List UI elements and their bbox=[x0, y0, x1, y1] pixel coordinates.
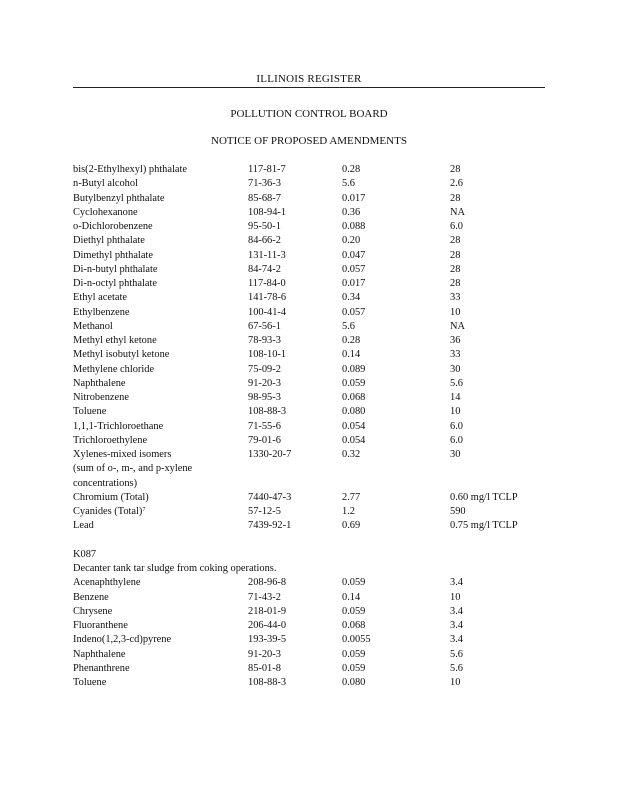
waste-code: K087 bbox=[73, 548, 97, 560]
nonwastewater-standard: 10 bbox=[450, 406, 461, 418]
cas-number: 84-74-2 bbox=[248, 263, 281, 275]
constituent-name: o-Dichlorobenzene bbox=[73, 221, 153, 232]
constituent-name: Toluene bbox=[73, 406, 107, 418]
constituent-name: Methyl isobutyl ketone bbox=[73, 349, 170, 361]
constituent-name: Naphthalene bbox=[73, 377, 126, 389]
nonwastewater-standard: 33 bbox=[450, 349, 461, 361]
cas-number: 91-20-3 bbox=[248, 648, 281, 660]
nonwastewater-standard: 590 bbox=[450, 506, 466, 517]
register-title: ILLINOIS REGISTER bbox=[256, 73, 362, 85]
xylene-note-line bbox=[73, 462, 553, 476]
cas-number: 71-43-2 bbox=[248, 591, 281, 603]
constituent-name: bis(2-Ethylhexyl) phthalate bbox=[73, 164, 187, 175]
table-row bbox=[73, 320, 553, 334]
constituent-name: Methanol bbox=[73, 320, 113, 332]
constituent-name: Di-n-octyl phthalate bbox=[73, 278, 157, 289]
wastewater-standard: 0.089 bbox=[342, 363, 366, 375]
notice-title: NOTICE OF PROPOSED AMENDMENTS bbox=[211, 135, 407, 147]
constituent-name: Acenaphthylene bbox=[73, 577, 141, 589]
metals-rows bbox=[73, 491, 553, 534]
cas-number: 95-50-1 bbox=[248, 221, 281, 232]
wastewater-standard: 0.20 bbox=[342, 235, 361, 247]
wastewater-standard: 1.2 bbox=[342, 506, 355, 517]
board-title: POLLUTION CONTROL BOARD bbox=[230, 108, 388, 120]
table-row bbox=[73, 648, 553, 662]
nonwastewater-standard: 28 bbox=[450, 235, 461, 247]
table-row bbox=[73, 220, 553, 234]
nonwastewater-standard: 28 bbox=[450, 249, 461, 261]
cas-number: 108-10-1 bbox=[248, 349, 287, 361]
table-row bbox=[73, 192, 553, 206]
table-row bbox=[73, 177, 553, 191]
table-row bbox=[73, 676, 553, 690]
wastewater-standard: 0.059 bbox=[342, 662, 366, 674]
table-row bbox=[73, 505, 553, 519]
cas-number: 67-56-1 bbox=[248, 320, 281, 332]
cas-number: 78-93-3 bbox=[248, 335, 281, 346]
wastewater-standard: 0.69 bbox=[342, 520, 361, 532]
constituent-name: Lead bbox=[73, 520, 94, 532]
wastewater-standard: 0.017 bbox=[342, 192, 366, 204]
constituent-name: Trichloroethylene bbox=[73, 434, 148, 446]
nonwastewater-standard: 5.6 bbox=[450, 377, 463, 389]
table-row bbox=[73, 377, 553, 391]
nonwastewater-standard: 3.4 bbox=[450, 577, 463, 589]
nonwastewater-standard: NA bbox=[450, 206, 466, 218]
constituent-name: Di-n-butyl phthalate bbox=[73, 263, 158, 275]
table-row bbox=[73, 662, 553, 676]
wastewater-standard: 0.14 bbox=[342, 591, 361, 603]
table-row bbox=[73, 348, 553, 362]
wastewater-standard: 0.0055 bbox=[342, 634, 371, 646]
wastewater-standard: 0.059 bbox=[342, 648, 366, 660]
cas-number: 117-81-7 bbox=[248, 164, 286, 175]
cas-number: 208-96-8 bbox=[248, 577, 287, 589]
nonwastewater-standard: 28 bbox=[450, 278, 461, 289]
nonwastewater-standard: 6.0 bbox=[450, 420, 463, 432]
constituent-name: Xylenes-mixed isomers bbox=[73, 449, 172, 460]
waste-description-line bbox=[73, 562, 553, 576]
constituent-name: Butylbenzyl phthalate bbox=[73, 192, 165, 204]
wastewater-standard: 0.057 bbox=[342, 306, 366, 318]
table-row bbox=[73, 576, 553, 590]
constituent-name: Benzene bbox=[73, 591, 109, 603]
cas-number: 75-09-2 bbox=[248, 363, 281, 375]
cas-number: 131-11-3 bbox=[248, 249, 286, 261]
constituent-name: Indeno(1,2,3-cd)pyrene bbox=[73, 634, 172, 646]
table-row bbox=[73, 633, 553, 647]
nonwastewater-standard: 0.60 mg/l TCLP bbox=[450, 491, 518, 503]
table-row bbox=[73, 306, 553, 320]
cas-number: 84-66-2 bbox=[248, 235, 281, 247]
cas-number: 57-12-5 bbox=[248, 506, 281, 517]
table-row bbox=[73, 263, 553, 277]
cas-number: 71-36-3 bbox=[248, 178, 281, 190]
cas-number: 7440-47-3 bbox=[248, 491, 292, 503]
wastewater-standard: 0.34 bbox=[342, 292, 361, 304]
wastewater-standard: 5.6 bbox=[342, 320, 355, 332]
nonwastewater-standard: 3.4 bbox=[450, 620, 463, 631]
wastewater-standard: 0.059 bbox=[342, 577, 366, 589]
cas-number: 1330-20-7 bbox=[248, 449, 292, 460]
constituent-name: Chromium (Total) bbox=[73, 491, 149, 503]
cas-number: 7439-92-1 bbox=[248, 520, 292, 532]
table-row bbox=[73, 519, 553, 533]
wastewater-standard: 0.068 bbox=[342, 620, 366, 631]
cas-number: 218-01-9 bbox=[248, 605, 287, 617]
wastewater-standard: 0.059 bbox=[342, 377, 366, 389]
nonwastewater-standard: 10 bbox=[450, 677, 461, 688]
table-row bbox=[73, 234, 553, 248]
cas-number: 141-78-6 bbox=[248, 292, 287, 304]
nonwastewater-standard: 3.4 bbox=[450, 634, 463, 646]
table-row bbox=[73, 619, 553, 633]
table-row bbox=[73, 491, 553, 505]
constituent-name: Methylene chloride bbox=[73, 363, 155, 375]
wastewater-standard: 0.088 bbox=[342, 221, 366, 232]
constituent-name: 1,1,1-Trichloroethane bbox=[73, 420, 164, 432]
cas-number: 108-88-3 bbox=[248, 677, 287, 688]
nonwastewater-standard: 30 bbox=[450, 363, 461, 375]
constituent-name: Methyl ethyl ketone bbox=[73, 335, 157, 346]
table-row bbox=[73, 448, 553, 462]
constituent-name: Fluoranthene bbox=[73, 620, 128, 631]
cas-number: 85-01-8 bbox=[248, 662, 281, 674]
table-row bbox=[73, 591, 553, 605]
wastewater-standard: 0.054 bbox=[342, 420, 366, 432]
table-row bbox=[73, 420, 553, 434]
xylene-note-1: (sum of o-, m-, and p-xylene bbox=[73, 463, 193, 475]
nonwastewater-standard: 28 bbox=[450, 164, 461, 175]
cas-number: 206-44-0 bbox=[248, 620, 287, 631]
nonwastewater-standard: 5.6 bbox=[450, 648, 463, 660]
wastewater-standard: 0.28 bbox=[342, 164, 361, 175]
cas-number: 193-39-5 bbox=[248, 634, 287, 646]
table-row bbox=[73, 277, 553, 291]
constituent-name: Phenanthrene bbox=[73, 662, 130, 674]
nonwastewater-standard: 3.4 bbox=[450, 605, 463, 617]
wastewater-standard: 0.14 bbox=[342, 349, 361, 361]
constituent-name: Nitrobenzene bbox=[73, 392, 129, 403]
nonwastewater-standard: 10 bbox=[450, 591, 461, 603]
constituent-name: Cyclohexanone bbox=[73, 206, 138, 218]
constituent-table bbox=[73, 163, 553, 690]
constituent-name: Diethyl phthalate bbox=[73, 235, 145, 247]
constituent-name: Ethyl acetate bbox=[73, 292, 127, 304]
constituent-name: Ethylbenzene bbox=[73, 306, 130, 318]
nonwastewater-standard: 10 bbox=[450, 306, 461, 318]
table-row bbox=[73, 163, 553, 177]
wastewater-standard: 0.28 bbox=[342, 335, 361, 346]
wastewater-standard: 2.77 bbox=[342, 491, 361, 503]
nonwastewater-standard: 5.6 bbox=[450, 662, 463, 674]
wastewater-standard: 0.057 bbox=[342, 263, 366, 275]
table-row bbox=[73, 605, 553, 619]
wastewater-standard: 0.068 bbox=[342, 392, 366, 403]
xylene-note-line bbox=[73, 477, 553, 491]
cas-number: 85-68-7 bbox=[248, 192, 281, 204]
table-row bbox=[73, 434, 553, 448]
cas-number: 98-95-3 bbox=[248, 392, 281, 403]
constituent-name: Cyanides (Total) bbox=[73, 506, 143, 517]
table1-rows bbox=[73, 163, 553, 462]
name-with-footnote bbox=[73, 505, 145, 519]
constituent-name: n-Butyl alcohol bbox=[73, 178, 138, 190]
nonwastewater-standard: 6.0 bbox=[450, 434, 463, 446]
cas-number: 108-94-1 bbox=[248, 206, 287, 218]
cas-number: 117-84-0 bbox=[248, 278, 286, 289]
nonwastewater-standard: 0.75 mg/l TCLP bbox=[450, 520, 518, 532]
nonwastewater-standard: 28 bbox=[450, 192, 461, 204]
wastewater-standard: 0.080 bbox=[342, 677, 366, 688]
nonwastewater-standard: 2.6 bbox=[450, 178, 463, 190]
waste-description: Decanter tank tar sludge from coking operations. bbox=[73, 563, 277, 574]
wastewater-standard: 0.080 bbox=[342, 406, 366, 418]
blank-line bbox=[73, 534, 553, 548]
nonwastewater-standard: 6.0 bbox=[450, 221, 463, 232]
table-row bbox=[73, 363, 553, 377]
footnote-marker: 7 bbox=[142, 507, 146, 513]
table-row bbox=[73, 405, 553, 419]
constituent-name: Toluene bbox=[73, 677, 107, 688]
nonwastewater-standard: 28 bbox=[450, 263, 461, 275]
wastewater-standard: 5.6 bbox=[342, 178, 355, 190]
header-rule bbox=[73, 87, 545, 88]
wastewater-standard: 0.32 bbox=[342, 449, 361, 460]
wastewater-standard: 0.054 bbox=[342, 434, 366, 446]
cas-number: 100-41-4 bbox=[248, 306, 287, 318]
wastewater-standard: 0.047 bbox=[342, 249, 366, 261]
xylene-note-2: concentrations) bbox=[73, 477, 138, 489]
nonwastewater-standard: 30 bbox=[450, 449, 461, 460]
nonwastewater-standard: NA bbox=[450, 320, 466, 332]
wastewater-standard: 0.017 bbox=[342, 278, 366, 289]
nonwastewater-standard: 33 bbox=[450, 292, 461, 304]
cas-number: 91-20-3 bbox=[248, 377, 281, 389]
constituent-name: Dimethyl phthalate bbox=[73, 249, 153, 261]
cas-number: 108-88-3 bbox=[248, 406, 287, 418]
nonwastewater-standard: 36 bbox=[450, 335, 461, 346]
wastewater-standard: 0.059 bbox=[342, 605, 366, 617]
k087-rows bbox=[73, 576, 553, 690]
nonwastewater-standard: 14 bbox=[450, 392, 461, 403]
table-row bbox=[73, 291, 553, 305]
cas-number: 71-55-6 bbox=[248, 420, 281, 432]
table-row bbox=[73, 249, 553, 263]
table-row bbox=[73, 391, 553, 405]
wastewater-standard: 0.36 bbox=[342, 206, 361, 218]
waste-code-line bbox=[73, 548, 553, 562]
constituent-name: Chrysene bbox=[73, 605, 113, 617]
table-row bbox=[73, 206, 553, 220]
constituent-name: Naphthalene bbox=[73, 648, 126, 660]
cas-number: 79-01-6 bbox=[248, 434, 281, 446]
table-row bbox=[73, 334, 553, 348]
